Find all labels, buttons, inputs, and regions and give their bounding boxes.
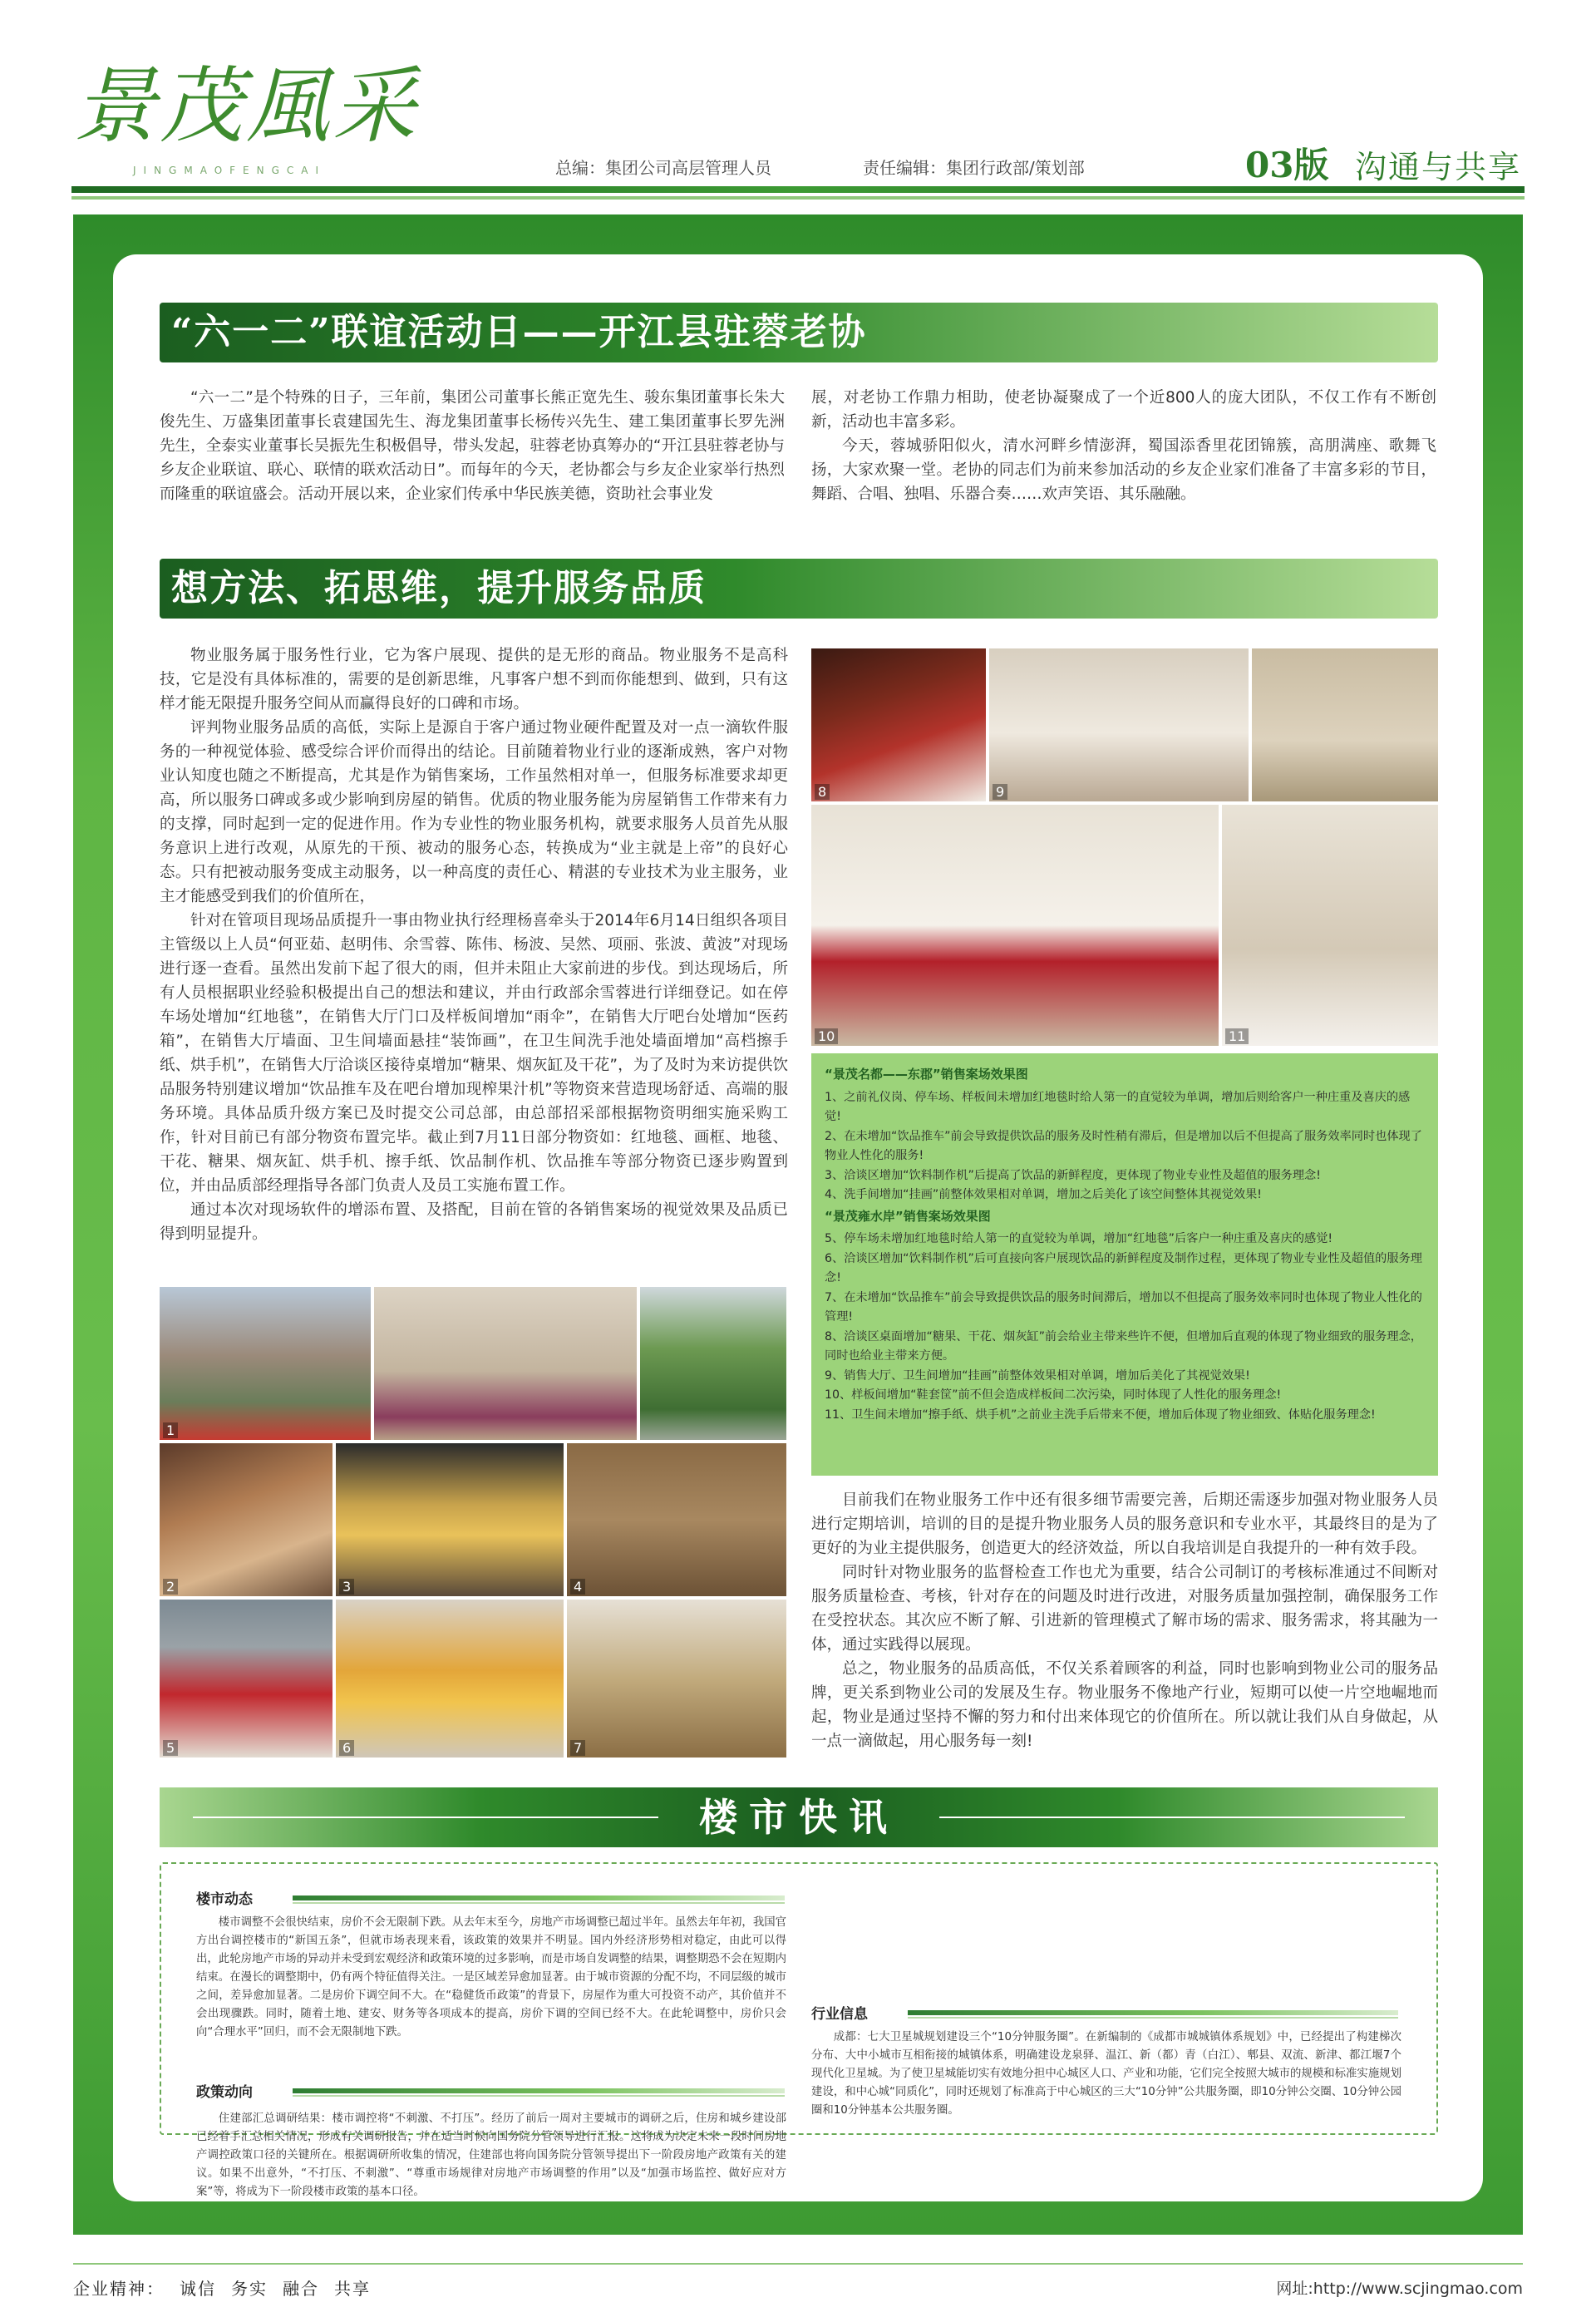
footer-rule bbox=[73, 2263, 1523, 2265]
market-heading: 楼市动态 bbox=[196, 1891, 253, 1908]
note-item: 9、销售大厅、卫生间增加“挂画”前整体效果相对单调，增加后美化了其视觉效果! bbox=[825, 1368, 1250, 1383]
corporate-spirit: 企业精神： 诚信 务实 融合 共享 bbox=[73, 2279, 371, 2299]
note-item: 11、卫生间未增加“擦手纸、烘手机”之前业主洗手后带来不便，增加后体现了物业细致、体贴化服务理念! bbox=[825, 1407, 1376, 1422]
masthead-rule bbox=[71, 186, 1525, 193]
note-item: 8、洽谈区桌面增加“糖果、干花、烟灰缸”前会给业主带来些许不便，但增加后直观的体现了物业细致的服务理念，同时也给业主带来方便。 bbox=[825, 1329, 1422, 1363]
photo-4-wall-picture: 4 bbox=[567, 1443, 786, 1596]
policy-heading: 政策动向 bbox=[196, 2084, 253, 2101]
heading-rule bbox=[908, 2010, 1398, 2015]
policy-text: 住建部汇总调研结果：楼市调控将“不刺激、不打压”。经历了前后一周对主要城市的调研之后，住房和城乡建设部已经着手汇总相关情况，形成有关调研报告，并在适当时候向国务院分管领导进行汇报。这将成为决定未来一段时间房地产调控政策口径的关键所在。根据调研所收集的情况，住建部也将向国务院分管领导提出下一阶段房地产政策有关的建议。如果不出意外，“不打压、不刺激”、“尊重市场规律对房地产市场调整的作用”以及“加强市场监控、做好应对方案”等，将成为下一阶段楼市政策的基本口径。 bbox=[196, 2112, 786, 2198]
note-item: 3、洽谈区增加“饮料制作机”后提高了饮品的新鲜程度，更体现了物业专业性及超值的服务理念! bbox=[825, 1168, 1321, 1182]
masthead-rule-thin bbox=[71, 196, 1525, 200]
photo-11-washroom: 11 bbox=[1222, 805, 1438, 1046]
note-item: 6、洽谈区增加“饮料制作机”后可直接向客户展现饮品的新鲜程度及制作过程，更体现了物业专业性及超值的服务理念! bbox=[825, 1251, 1422, 1284]
note-item: 4、洗手间增加“挂画”前整体效果相对单调，增加之后美化了该空间整体其视觉效果! bbox=[825, 1188, 1262, 1201]
page-number: 03版 bbox=[1245, 145, 1329, 185]
responsible-editor: 责任编辑：集团行政部/策划部 bbox=[863, 158, 1085, 178]
section1-right-column: 展，对老协工作鼎力相助，使老协凝聚成了一个近800人的庞大团队，不仅工作有不断创新，活动也丰富多彩。 今天，蓉城骄阳似火，清水河畔乡情澎湃，蜀国添香里花团锦簇，高朋满座、歌舞飞扬，大家欢聚一堂。老协的同志们为前来参加活动的乡友企业家们准备了丰富多彩的节目，舞蹈、合唱、独唱、乐器合奏……欢声笑语、其乐融融。 bbox=[811, 389, 1436, 503]
news-title: 楼市快讯 bbox=[699, 1795, 899, 1840]
photo-9-room: 9 bbox=[989, 648, 1249, 801]
industry-text: 成都：七大卫星城规划建设三个“10分钟服务圈”。在新编制的《成都市城城镇体系规划》中，已经提出了构建梯次分布、大中小城市互相衔接的城镇体系，明确建设龙泉驿、温江、新（都）青（白江）、郫县、双流、新津、都江堰7个现代化卫星城。为了使卫星城能切实有效地分担中心城区人口、产业和功能，它们完全按照大城市的规模和标准实施规划建设，和中心城“同质化”，同时还规划了标准高于中心城区的三大“10分钟”公共服务圈，即10分钟公交圈、10分钟公园圈和10分钟基本公共服务圈。 bbox=[811, 2031, 1401, 2117]
note-item: 1、之前礼仪岗、停车场、样板间未增加红地毯时给人第一的直觉较为单调，增加后则给客户一种庄重及喜庆的感觉! bbox=[825, 1090, 1411, 1123]
section2-title: 想方法、拓思维，提升服务品质 bbox=[160, 559, 1438, 619]
masthead-logo-pinyin: JINGMAOFENGCAI bbox=[133, 165, 327, 176]
heading-rule bbox=[293, 1896, 785, 1900]
website-link[interactable]: 网址:http://www.scjingmao.com bbox=[1276, 2280, 1523, 2298]
note-item: 7、在未增加“饮品推车”前会导致提供饮品的服务时间滞后，增加以不但提高了服务效率同时也体现了物业人性化的管理! bbox=[825, 1290, 1422, 1324]
photo-8-lounge: 8 bbox=[811, 648, 986, 801]
photo-10-hall: 10 bbox=[811, 805, 1219, 1046]
note-item: 2、在未增加“饮品推车”前会导致提供饮品的服务及时性稍有滞后，但是增加以后不但提高了服务效率同时也体现了物业人性化的服务! bbox=[825, 1129, 1422, 1162]
improvement-notes-box bbox=[811, 1053, 1438, 1476]
note-item: 5、停车场未增加红地毯时给人第一的直觉较为单调，增加“红地毯”后客户一种庄重及喜庆的感觉! bbox=[825, 1232, 1333, 1245]
photo-3-drink-station: 3 bbox=[336, 1443, 564, 1596]
page-title: 沟通与共享 bbox=[1355, 149, 1522, 185]
section1-left-column: “六一二”是个特殊的日子，三年前，集团公司董事长熊正宽先生、骏东集团董事长朱大俊先生、万盛集团董事长袁建国先生、海龙集团董事长杨传兴先生、建工集团董事长罗先洲先生，全泰实业董事长吴振先生积极倡导，带头发起，驻蓉老协真筹办的“开江县驻蓉老协与乡友企业联谊、联心、联情的联欢活动日”。而每年的今天，老协都会与乡友企业家举行热烈而隆重的联谊盛会。活动开展以来，企业家们传承中华民族美德，资助社会事业发 bbox=[160, 389, 785, 503]
section1-title: “六一二”联谊活动日——开江县驻蓉老协 bbox=[160, 303, 1438, 362]
news-title-bar bbox=[160, 1787, 1438, 1847]
photo-7-drink-trolley: 7 bbox=[567, 1600, 786, 1757]
photo-framed-picture bbox=[1252, 648, 1438, 801]
masthead-logo: 景茂風采 bbox=[73, 57, 419, 155]
section2-closing: 目前我们在物业服务工作中还有很多细节需要完善，后期还需逐步加强对物业服务人员进行定期培训，培训的目的是提升物业服务人员的服务意识和专业水平，其最终目的是为了更好的为业主提供服务，创造更大的经济效益，所以自我培训是自我提升的一种有效手段。 同时针对物业服务的监督检查工作也尤为重要，结合公司制订的考核标准通过不间断对服务质量检查、考核，针对存在的问题及时进行改进，对服务质量加强控制，确保服务工作在受控状态。其次应不断了解、引进新的管理模式了解市场的需求、服务需求，将其融为一体，通过实践得以展现。 总之，物业服务的品质高低，不仅关系着顾客的利益，同时也影响到物业公司的服务品牌，更关系到物业公司的发展及生存。物业服务不像地产行业，短期可以使一片空地崛地而起，物业是通过坚持不懈的努力和付出来体现它的价值所在。所以就让我们从自身做起，从一点一滴做起，用心服务每一刻! bbox=[811, 1491, 1438, 1750]
note-item: 10、样板间增加“鞋套筐”前不但会造成样板间二次污染，同时体现了人性化的服务理念! bbox=[825, 1388, 1282, 1402]
photo-garden bbox=[640, 1287, 786, 1440]
market-text: 楼市调整不会很快结束，房价不会无限制下跌。从去年末至今，房地产市场调整已超过半年。虽然去年年初，我国官方出台调控楼市的“新国五条”，但就市场表现来看，该政策的效果并不明显。国内外经济形势相对稳定，由此可以得出，此轮房地产市场的异动并未受到宏观经济和政策环境的过多影响，而是市场自发调整的结果，调整期恐不会在短期内结束。在漫长的调整期中，仍有两个特征值得关注。一是区域差异愈加显著。由于城市资源的分配不均，不同层级的城市之间，差异愈加显著。二是房价下调空间不大。在“稳健货币政策”的背景下，房屋作为重大可投资不动产，其价值并不会出现骤跌。同时，随着土地、建安、财务等各项成本的提高，房价下调的空间已经不大。在此轮调整中，房价只会向“合理水平”回归，而不会无限制地下跌。 bbox=[196, 1916, 786, 2038]
chief-editor: 总编：集团公司高层管理人员 bbox=[555, 158, 771, 178]
heading-rule bbox=[293, 2088, 785, 2093]
photo-5-red-carpet: 5 bbox=[160, 1600, 332, 1757]
photo-corridor bbox=[374, 1287, 637, 1440]
photo-2-tea-table: 2 bbox=[160, 1443, 332, 1596]
section2-body: 物业服务属于服务性行业，它为客户展现、提供的是无形的商品。物业服务不是高科技，它是没有具体标准的，需要的是创新思维，凡事客户想不到而你能想到、做到，只有这样才能无限提升服务空间从而赢得良好的口碑和市场。 评判物业服务品质的高低，实际上是源自于客户通过物业硬件配置及对一点一滴软件服务的一种视觉体验、感受综合评价而得出的结论。目前随着物业行业的逐渐成熟，客户对物业认知度也随之不断提高，尤其是作为销售案场，工作虽然相对单一，但服务标准要求却更高，所以服务口碑或多或少影响到房屋的销售。优质的物业服务能为房屋销售工作带来有力的支撑，同时起到一定的促进作用。作为专业性的物业服务机构，就要求服务人员首先从服务意识上进行改观，从原先的干预、被动的服务心态，转换成为“业主就是上帝”的良好心态。只有把被动服务变成主动服务，以一种高度的责任心、精湛的专业技术为业主服务，业主才能感受到我们的价值所在， 针对在管项目现场品质提升一事由物业执行经理杨喜牵头于2014年6月14日组织各项目主管级以上人员“何亚茹、赵明伟、余雪蓉、陈伟、杨波、吴然、项丽、张波、黄波”对现场进行逐一查看。虽然出发前下起了很大的雨，但并未阻止大家前进的步伐。到达现场后，所有人员根据职业经验积极提出自己的想法和建议，并由行政部余雪蓉进行详细登记。如在停车场处增加“红地毯”，在销售大厅门口及样板间增加“雨伞”，在销售大厅吧台处增加“医药箱”，在销售大厅墙面、卫生间墙面悬挂“装饰画”，在卫生间洗手池处墙面增加“高档擦手纸、烘手机”，在销售大厅洽谈区接待桌增加“糖果、烟灰缸及干花”，为了及时为来访提供饮品服务特别建议增加“饮品推车及在吧台增加现榨果汁机”等物资来营造现场舒适、高端的服务环境。具体品质升级方案已及时提交公司总部，由总部招采部根据物资明细实施采购工作，针对目前已有部分物资布置完毕。截止到7月11日部分物资如：红地毯、画框、地毯、干花、糖果、烟灰缸、烘手机、擦手纸、饮品制作机、饮品推车等部分物资已逐步购置到位，并由品质部经理指导各部门负责人及员工实施布置工作。 通过本次对现场软件的增添布置、及搭配，目前在管的各销售案场的视觉效果及品质已得到明显提升。 bbox=[160, 647, 788, 1243]
photo-6-juice-machine: 6 bbox=[336, 1600, 564, 1757]
industry-heading: 行业信息 bbox=[811, 2006, 868, 2023]
photo-1-building: 1 bbox=[160, 1287, 371, 1440]
notes-heading-dongjun: “景茂名都——东郡”销售案场效果图 bbox=[825, 1067, 1028, 1082]
notes-heading-yongshuian: “景茂雍水岸”销售案场效果图 bbox=[825, 1208, 991, 1224]
